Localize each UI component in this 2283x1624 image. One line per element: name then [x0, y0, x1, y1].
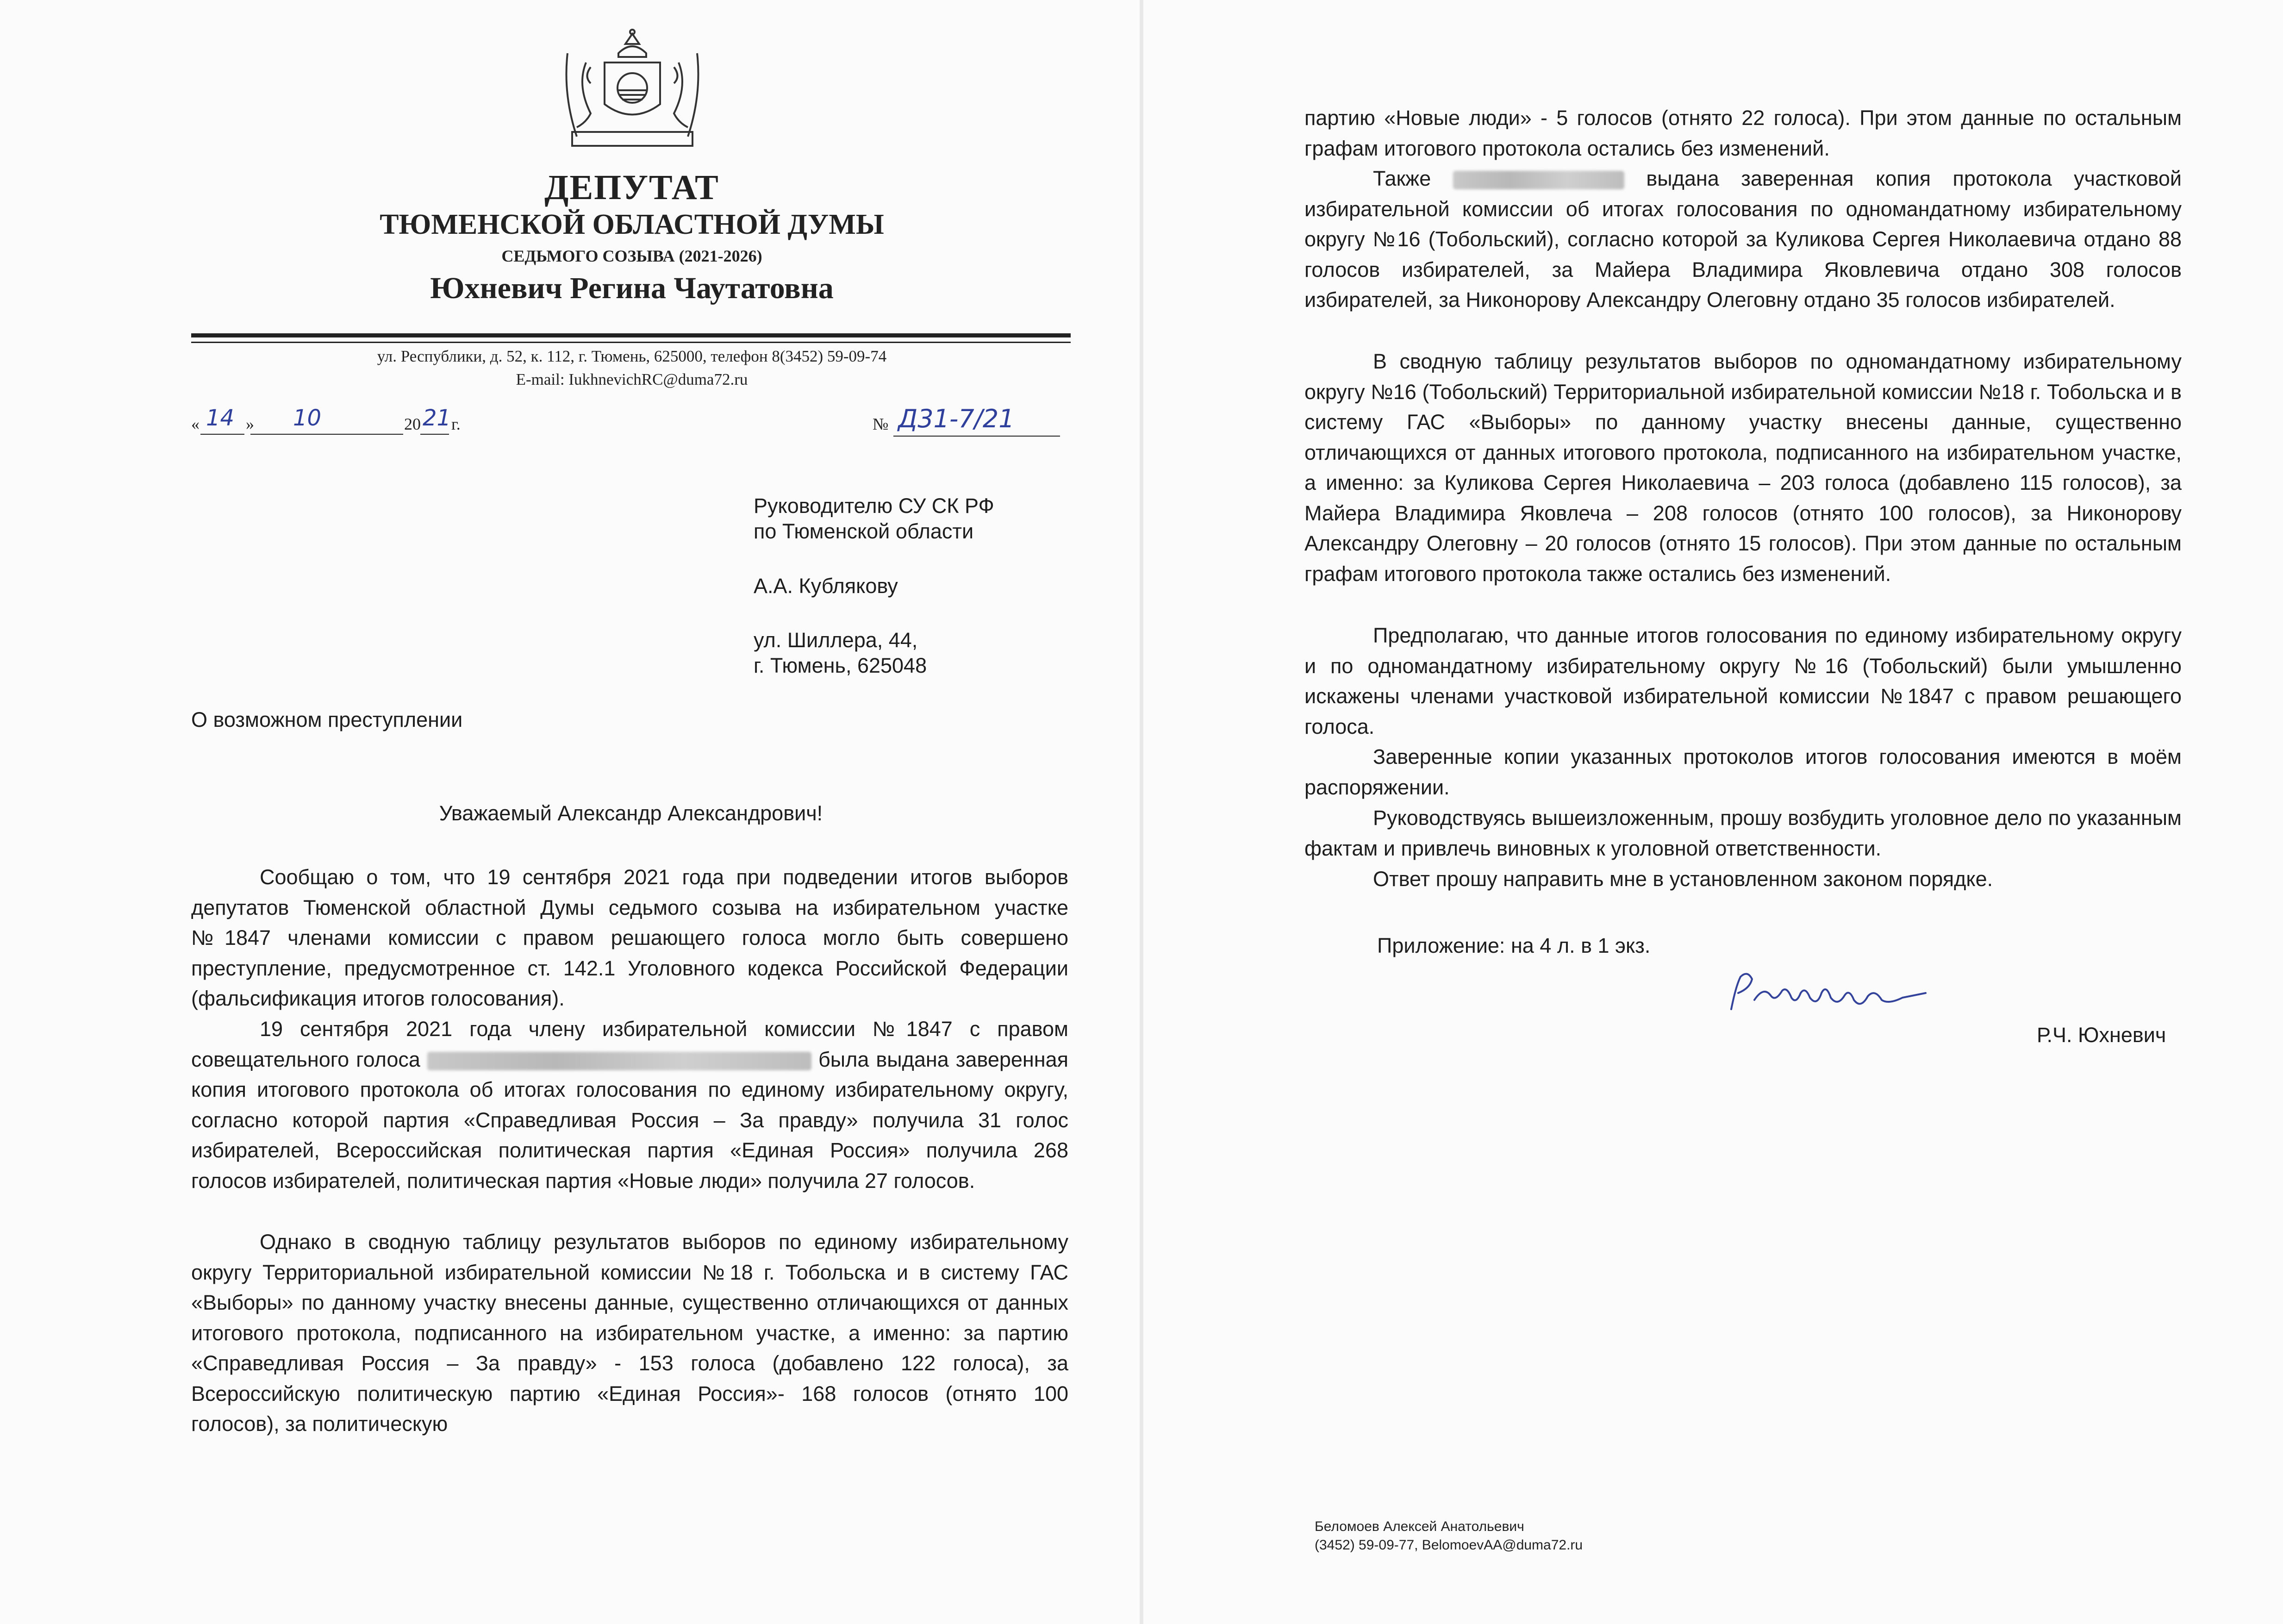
- date-month: 10: [293, 405, 322, 431]
- letterhead-email: E-mail: IukhnevichRC@duma72.ru: [516, 370, 748, 388]
- right-paragraph-5: Заверенные копии указанных протоколов итогов голосования имеются в моём распоряжении.: [1304, 745, 2182, 799]
- letterhead-body: ТЮМЕНСКОЙ ОБЛАСТНОЙ ДУМЫ: [380, 209, 884, 240]
- signatory-name: Р.Ч. Юхневич: [2037, 1023, 2166, 1047]
- letter-page-1: [0, 0, 1140, 1624]
- right-paragraph-4: Предполагаю, что данные итогов голосования по единому избирательному округу и по одномандатному избирательному округу №16 (Тобольский) были умышленно искажены членами участковой избирательной комиссии №1847 с правом решающего голоса.: [1304, 624, 2182, 738]
- date-year-suffix: 21: [423, 405, 451, 431]
- letterhead-divider-thin: [191, 342, 1071, 343]
- right-paragraph-7: Ответ прошу направить мне в установленном законом порядке.: [1373, 867, 1993, 891]
- left-paragraph-1: Сообщаю о том, что 19 сентября 2021 года при подведении итогов выборов депутатов Тюменской областной Думы седьмого созыва на избирательном участке №1847 членами комиссии с правом решающего голоса могло быть совершено преступление, предусмотренное ст. 142.1 Уголовного кодекса Российской Федерации (фальсификация итогов голосования).: [191, 865, 1068, 1010]
- recipient-line-1: Руководителю СУ СК РФ: [754, 494, 994, 518]
- right-paragraph-2-start: Также: [1373, 167, 1431, 190]
- executor-contacts: (3452) 59-09-77, BelomoevAA@duma72.ru: [1315, 1537, 1583, 1553]
- left-paragraph-2-start: 19 сентября 2021 года члену избирательной комиссии №1847 с правом совещательного голоса: [191, 1017, 1068, 1071]
- date-day: 14: [206, 405, 235, 431]
- letterhead-divider: [191, 333, 1071, 337]
- date-year-prefix: 20: [404, 415, 421, 433]
- handwritten-signature: [1727, 968, 1930, 1023]
- letter-page-2: [1143, 0, 2283, 1624]
- right-paragraph-3: В сводную таблицу результатов выборов по одномандатному избирательному округу №16 (Тобольский) Территориальной избирательной комиссии №18 г. Тобольска и в систему ГАС «Выборы» по данному участку внесены данные, существенно отличающихся от данных итогового протокола, подписанного на избирательном участке, а именно: за Куликова Сергея Николаевича – 203 голоса (добавлено 115 голосов), за Майера Владимира Яковлеча – 208 голосов (отнято 100 голосов), за Никонорову Александру Олеговну – 20 голосов (отнято 15 голосов). При этом данные по остальным графам итогового протокола также остались без изменений.: [1304, 350, 2182, 586]
- letterhead-convocation: СЕДЬМОГО СОЗЫВА (2021-2026): [501, 247, 762, 265]
- recipient-line-2: по Тюменской области: [754, 519, 974, 543]
- letterhead-address: ул. Республики, д. 52, к. 112, г. Тюмень, 625000, телефон 8(3452) 59-09-74: [377, 347, 887, 365]
- document-number-field: [873, 405, 1067, 437]
- recipient-name: А.А. Кублякову: [754, 574, 898, 598]
- redacted-name: [427, 1052, 811, 1070]
- right-paragraph-2: [1304, 163, 2182, 315]
- left-paragraph-2: [191, 1014, 1068, 1196]
- right-paragraph-1: партию «Новые люди» - 5 голосов (отнято 22 голоса). При этом данные по остальным графам итогового протокола остались без изменений.: [1304, 106, 2182, 160]
- number-sign: №: [873, 415, 889, 433]
- right-paragraph-2-end: выдана заверенная копия протокола участковой избирательной комиссии об итогах голосования по одномандатному избирательному округу №16 (Тобольский), согласно которой за Куликова Сергея Николаевича отдано 88 голосов избирателей, за Майера Владимира Яковлевича отдано 308 голосов избирателей, за Никонорову Александру Олеговну отдано 35 голосов избирателей.: [1304, 167, 2182, 312]
- left-paragraph-2-end: была выдана заверенная копия итогового протокола об итогах голосования по единому избирательному округу, согласно которой партия «Справедливая Россия – За правду» получила 31 голос избирателей, Всероссийская политическая партия «Единая Россия» получила 268 голосов избирателей, политическая партия «Новые люди» получила 27 голосов.: [191, 1047, 1068, 1193]
- document-number: Д31-7/21: [898, 404, 1015, 433]
- date-close-quote: »: [246, 415, 254, 433]
- letterhead-name: Юхневич Регина Чаутатовна: [430, 271, 834, 305]
- right-paragraph-6: Руководствуясь вышеизложенным, прошу возбудить уголовное дело по указанным фактам и привлечь виновных к уголовной ответственности.: [1304, 806, 2182, 860]
- left-paragraph-3: Однако в сводную таблицу результатов выборов по единому избирательному округу Территориальной избирательной комиссии №18 г. Тобольска и в систему ГАС «Выборы» по данному участку внесены данные, существенно отличающихся от данных итогового протокола, подписанного на избирательном участке, а именно: за партию «Справедливая Россия – За правду» - 153 голоса (добавлено 122 голоса), за Всероссийскую политическую партию «Единая Россия»- 168 голосов (отнято 100 голосов), за политическую: [191, 1230, 1068, 1436]
- recipient-city: г. Тюмень, 625048: [754, 654, 927, 677]
- redacted-name-2: [1453, 171, 1624, 189]
- date-year-end: г.: [451, 415, 461, 433]
- date-field: [191, 405, 515, 437]
- letter-subject: О возможном преступлении: [191, 708, 463, 731]
- letterhead-title: ДЕПУТАТ: [544, 168, 719, 207]
- attachment-note: Приложение: на 4 л. в 1 экз.: [1377, 934, 1651, 957]
- recipient-street: ул. Шиллера, 44,: [754, 628, 918, 652]
- executor-name: Беломоев Алексей Анатольевич: [1315, 1519, 1524, 1534]
- letter-greeting: Уважаемый Александр Александрович!: [439, 801, 823, 825]
- date-open-quote: «: [191, 415, 200, 433]
- coat-of-arms-icon: [558, 25, 706, 150]
